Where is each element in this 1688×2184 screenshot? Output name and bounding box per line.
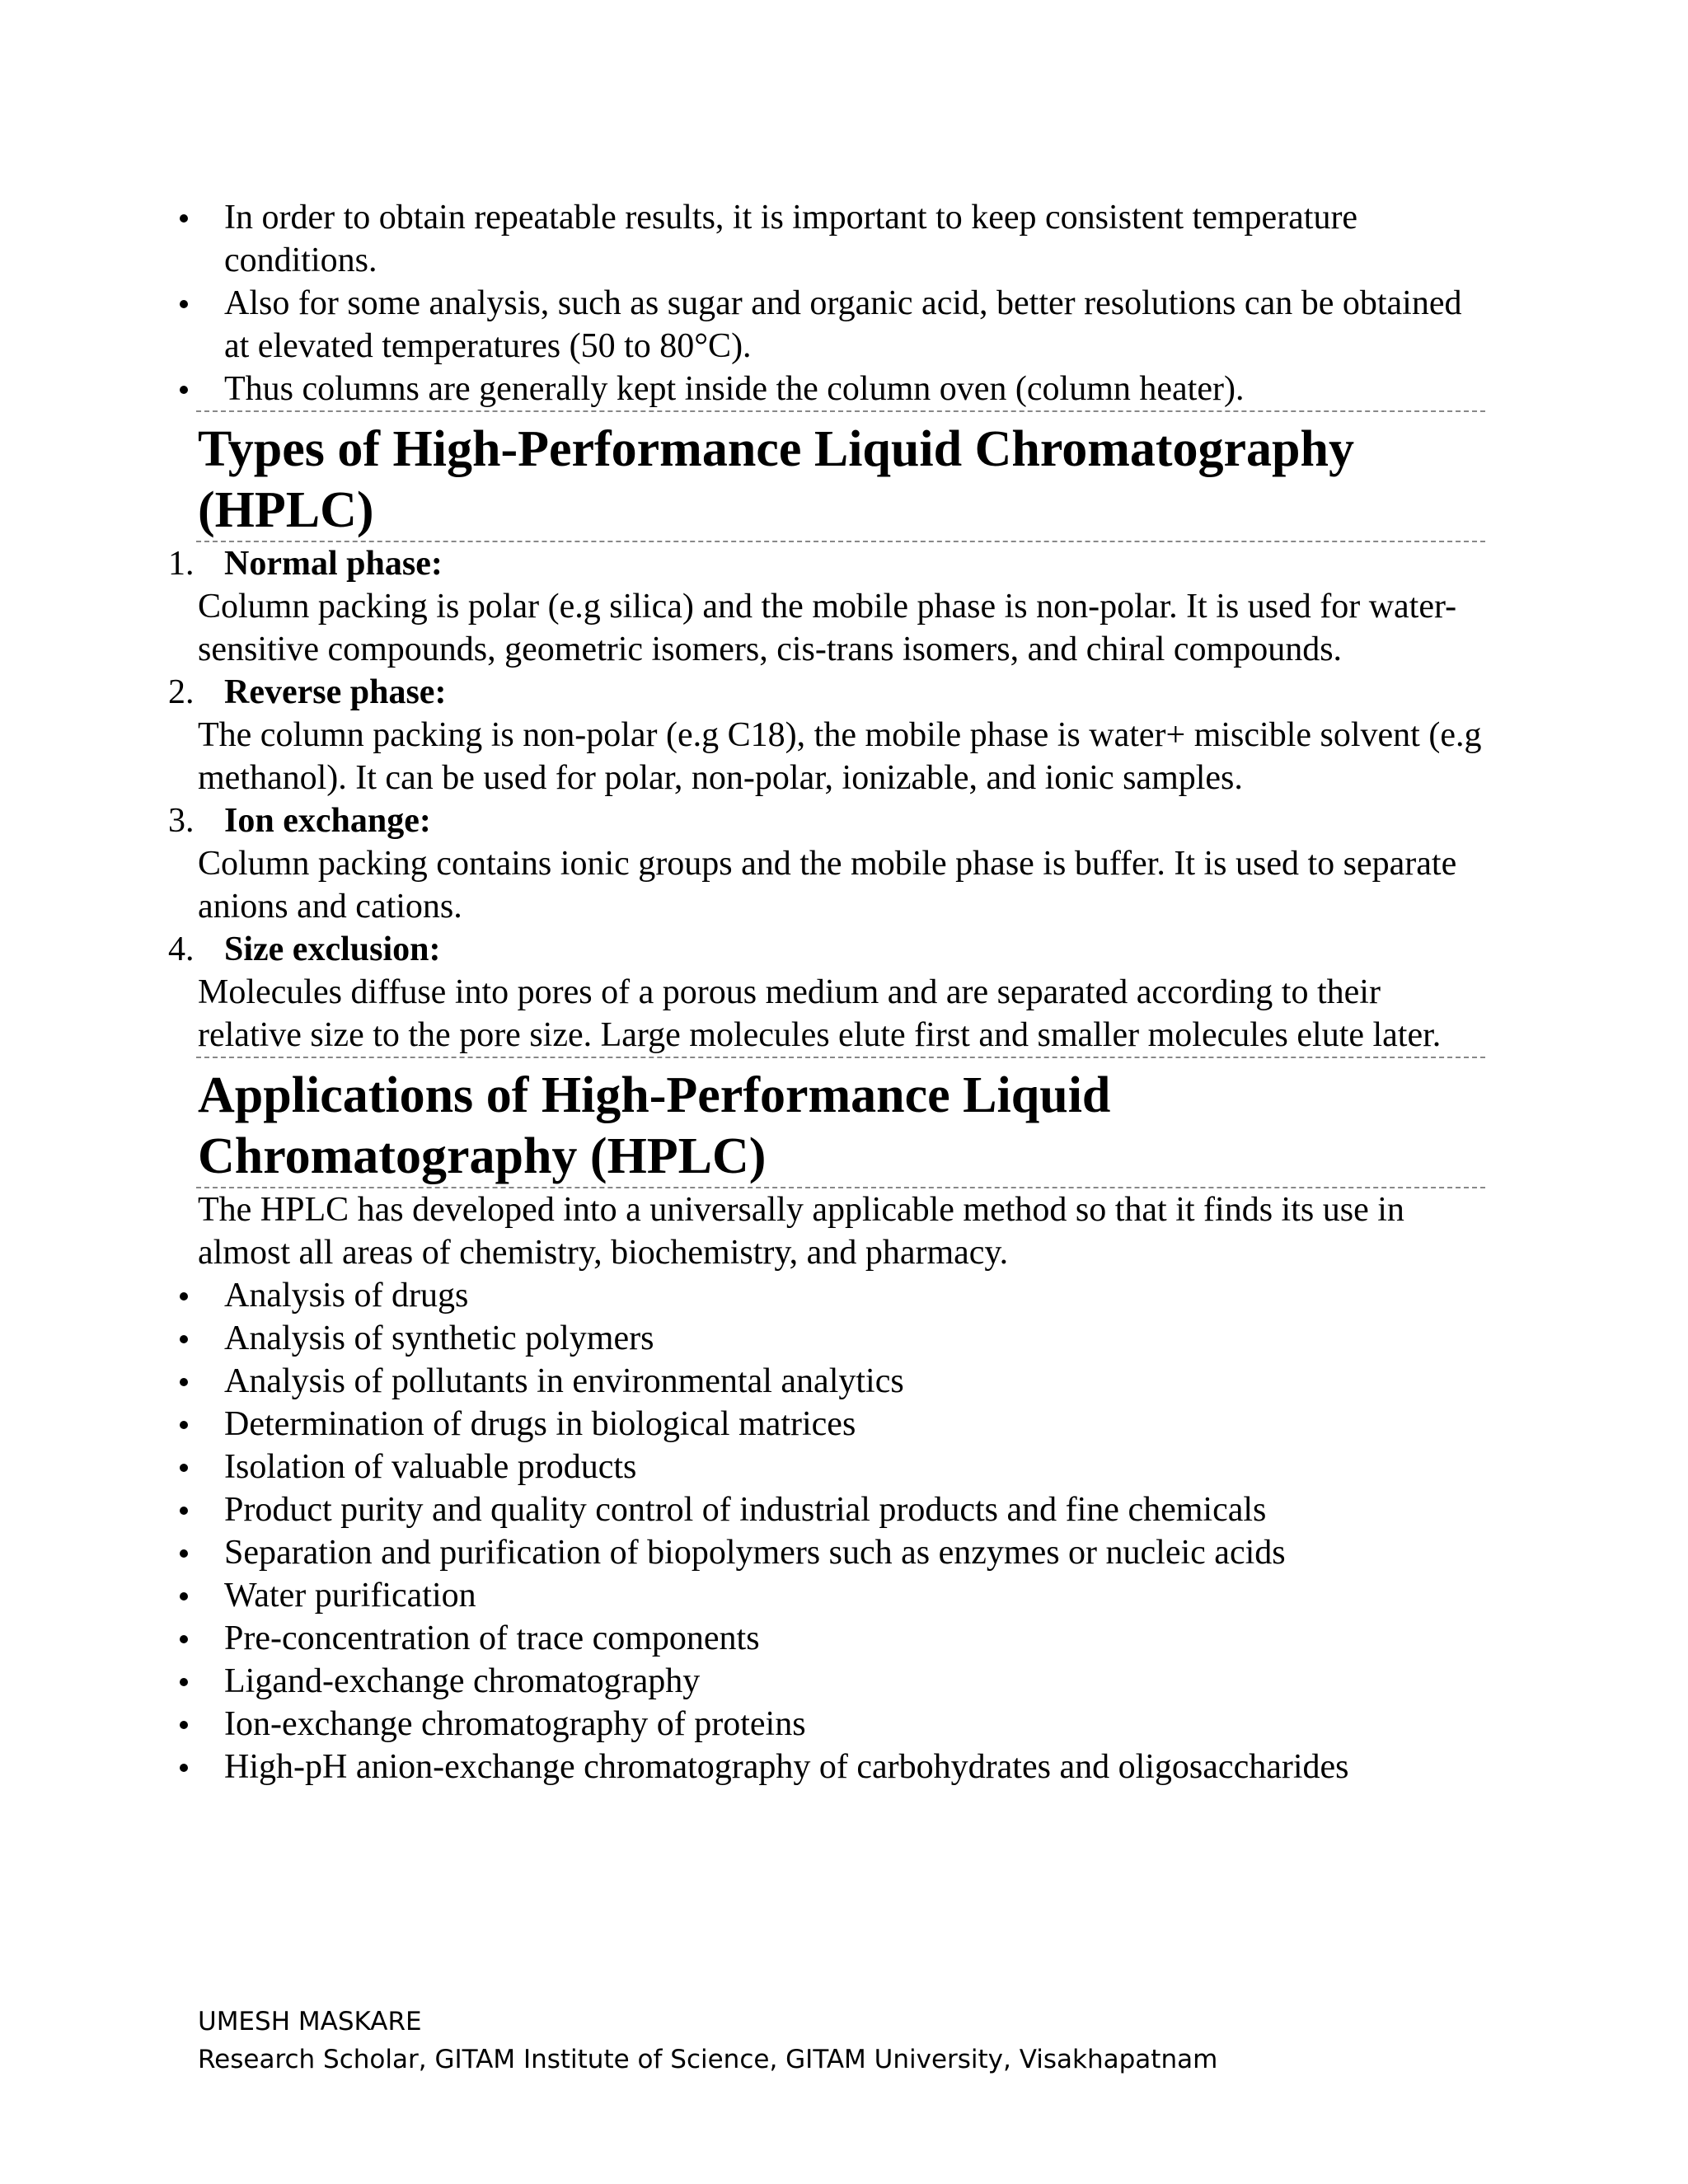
item-title: Normal phase: bbox=[224, 545, 443, 583]
page-content bbox=[168, 196, 1484, 1788]
list-item bbox=[198, 1488, 1484, 1531]
bullet-text: Water purification bbox=[224, 1577, 476, 1615]
bullet-icon bbox=[180, 1635, 188, 1643]
list-item bbox=[168, 928, 1484, 1057]
type-item-head bbox=[168, 799, 1484, 842]
bullet-icon bbox=[180, 1592, 188, 1601]
list-item bbox=[198, 1574, 1484, 1617]
list-item bbox=[168, 799, 1484, 928]
bullet-text: Ion-exchange chromatography of proteins bbox=[224, 1705, 806, 1743]
section-divider bbox=[196, 1057, 1485, 1058]
bullet-text: Analysis of drugs bbox=[224, 1277, 469, 1315]
list-item bbox=[198, 282, 1484, 368]
footer-author: UMESH MASKARE bbox=[198, 2007, 422, 2036]
item-number: 3. bbox=[168, 802, 195, 840]
bullet-text: Ligand-exchange chromatography bbox=[224, 1662, 701, 1700]
bullet-text: Analysis of synthetic polymers bbox=[224, 1319, 654, 1357]
bullet-text: Analysis of pollutants in environmental analytics bbox=[224, 1362, 904, 1400]
bullet-text: Pre-concentration of trace components bbox=[224, 1619, 760, 1657]
bullet-icon bbox=[180, 1421, 188, 1429]
section-divider bbox=[196, 1187, 1485, 1188]
item-title: Reverse phase: bbox=[224, 673, 447, 711]
item-title: Size exclusion: bbox=[224, 930, 441, 968]
type-item-head bbox=[168, 928, 1484, 971]
type-item-head bbox=[168, 542, 1484, 585]
bullet-icon bbox=[180, 1764, 188, 1772]
bullet-text: Product purity and quality control of industrial products and fine chemicals bbox=[224, 1491, 1267, 1529]
list-item bbox=[198, 196, 1484, 282]
item-number: 2. bbox=[168, 673, 195, 711]
bullet-icon bbox=[180, 214, 188, 223]
bullet-text: High-pH anion-exchange chromatography of carbohydrates and oligosaccharides bbox=[224, 1748, 1349, 1786]
section-divider bbox=[196, 410, 1485, 412]
types-heading: Types of High-Performance Liquid Chromatography (HPLC) bbox=[198, 421, 1355, 538]
list-item bbox=[198, 1531, 1484, 1574]
bullet-text: In order to obtain repeatable results, it is important to keep consistent temperature conditions. bbox=[224, 199, 1358, 279]
types-list bbox=[168, 542, 1484, 1057]
type-item-head bbox=[168, 671, 1484, 714]
bullet-icon bbox=[180, 1721, 188, 1729]
bullet-icon bbox=[180, 1335, 188, 1343]
bullet-text: Isolation of valuable products bbox=[224, 1448, 637, 1486]
bullet-text: Also for some analysis, such as sugar and organic acid, better resolutions can be obtained at elevated temperatures (50 to 80°C). bbox=[224, 284, 1462, 365]
list-item bbox=[168, 671, 1484, 799]
list-item bbox=[198, 1617, 1484, 1660]
applications-heading: Applications of High-Performance Liquid Chromatography (HPLC) bbox=[198, 1067, 1111, 1184]
bullet-icon bbox=[180, 1464, 188, 1472]
bullet-icon bbox=[180, 1378, 188, 1386]
item-description: Column packing contains ionic groups and the mobile phase is buffer. It is used to separate anions and cations. bbox=[198, 845, 1457, 926]
footer-affiliation: Research Scholar, GITAM Institute of Science, GITAM University, Visakhapatnam bbox=[198, 2045, 1218, 2074]
list-item bbox=[198, 1703, 1484, 1746]
item-description: Column packing is polar (e.g silica) and the mobile phase is non-polar. It is used for water-sensitive compounds, geometric isomers, cis-trans isomers, and chiral compounds. bbox=[198, 588, 1457, 668]
applications-list bbox=[198, 1274, 1484, 1788]
list-item bbox=[198, 1746, 1484, 1788]
list-item bbox=[198, 1403, 1484, 1446]
bullet-text: Separation and purification of biopolymers such as enzymes or nucleic acids bbox=[224, 1534, 1286, 1572]
item-description: Molecules diffuse into pores of a porous medium and are separated according to their relative size to the pore size. Large molecules elute first and smaller molecules elute later. bbox=[198, 973, 1442, 1054]
bullet-icon bbox=[180, 1507, 188, 1515]
item-number: 4. bbox=[168, 930, 195, 968]
list-item bbox=[198, 1274, 1484, 1317]
bullet-icon bbox=[180, 1292, 188, 1301]
item-number: 1. bbox=[168, 545, 195, 583]
bullet-icon bbox=[180, 1678, 188, 1686]
list-item bbox=[198, 1317, 1484, 1360]
list-item bbox=[198, 1660, 1484, 1703]
bullet-icon bbox=[180, 1549, 188, 1558]
applications-intro: The HPLC has developed into a universally applicable method so that it finds its use in almost all areas of chemistry, biochemistry, and pharmacy. bbox=[198, 1191, 1404, 1272]
item-title: Ion exchange: bbox=[224, 802, 431, 840]
page-footer bbox=[198, 2003, 1217, 2079]
list-item bbox=[198, 1446, 1484, 1488]
bullet-text: Determination of drugs in biological matrices bbox=[224, 1405, 856, 1443]
bullet-icon bbox=[180, 386, 188, 394]
item-description: The column packing is non-polar (e.g C18), the mobile phase is water+ miscible solvent (e.g methanol). It can be used for polar, non-polar, ionizable, and ionic samples. bbox=[198, 716, 1482, 797]
list-item bbox=[198, 1360, 1484, 1403]
bullet-text: Thus columns are generally kept inside the column oven (column heater). bbox=[224, 370, 1245, 408]
intro-bullet-list bbox=[198, 196, 1484, 410]
list-item bbox=[168, 542, 1484, 671]
list-item bbox=[198, 368, 1484, 410]
bullet-icon bbox=[180, 300, 188, 308]
